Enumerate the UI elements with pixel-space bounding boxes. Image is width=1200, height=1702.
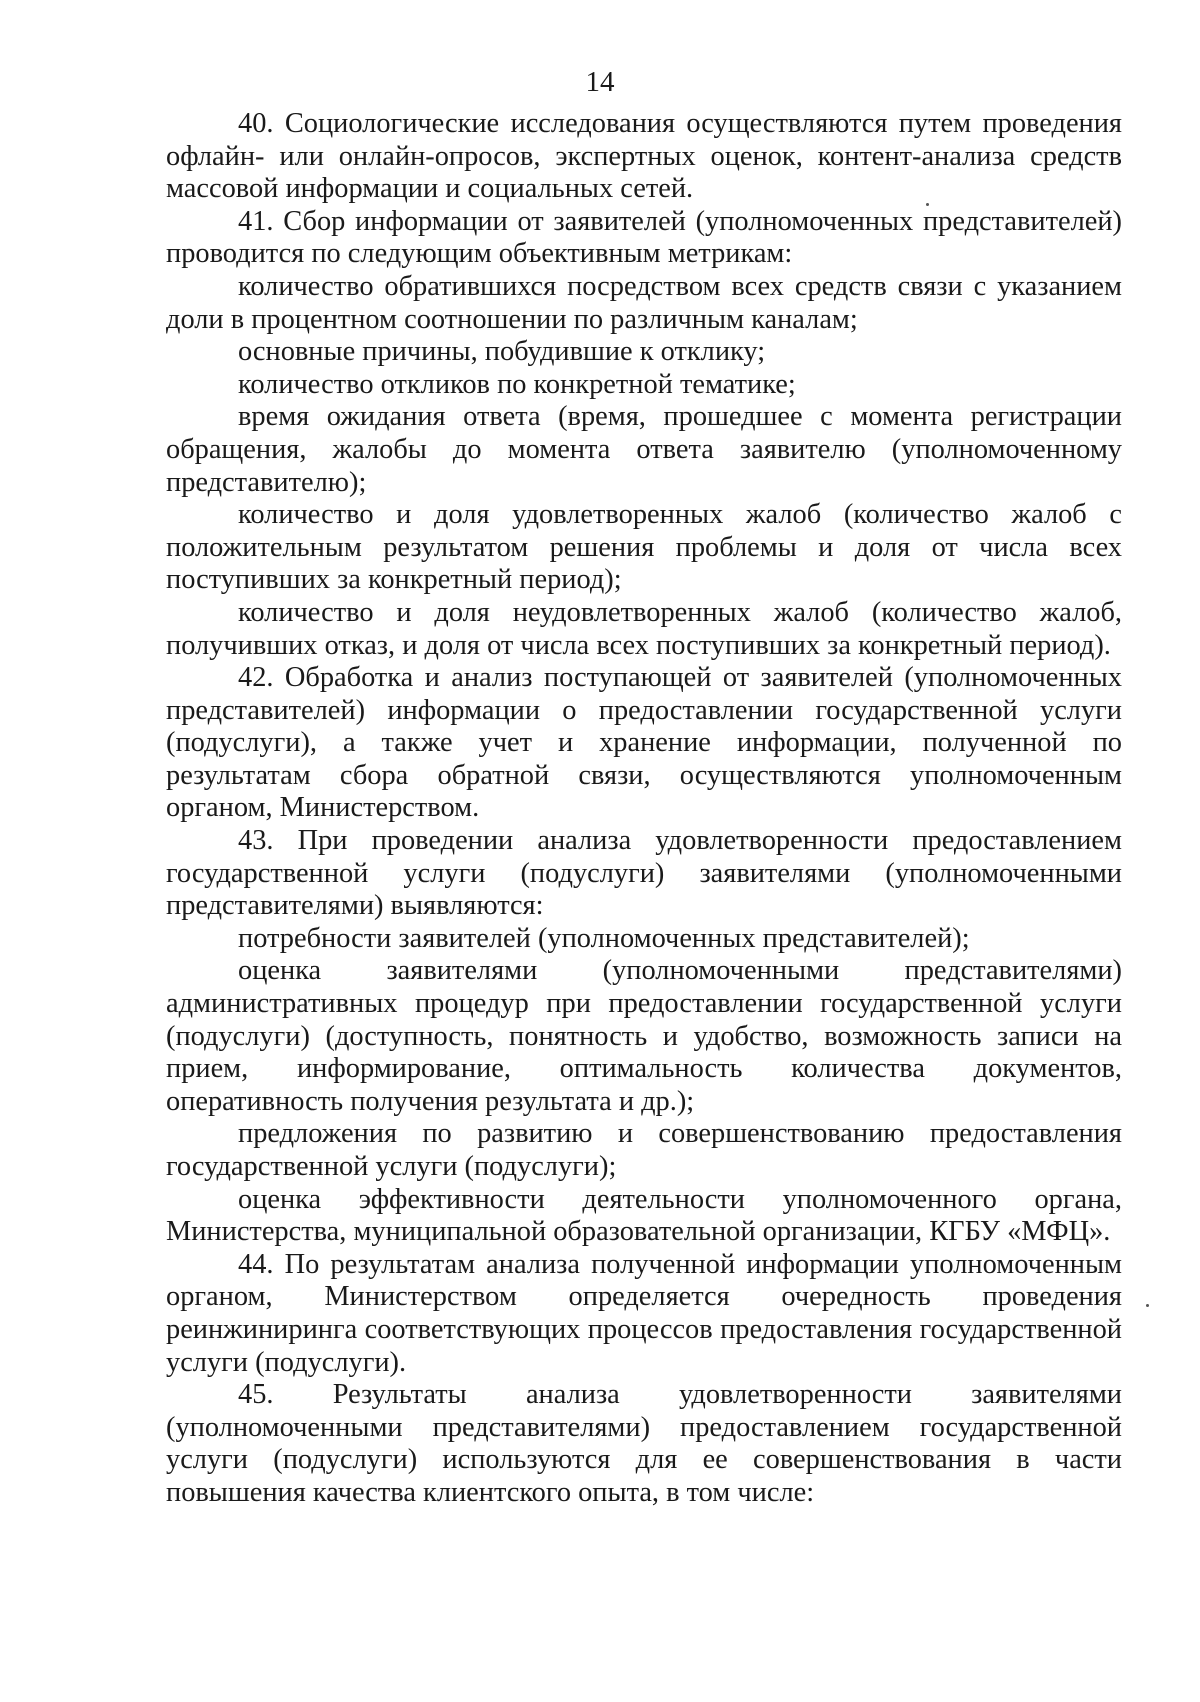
metric-satisfied-complaints: количество и доля удовлетворенных жалоб (количество жалоб с положительным результатом решения проблемы и доля от числа всех поступивших за конкретный период); <box>166 499 1122 596</box>
analysis-efficiency-evaluation: оценка эффективности деятельности уполномоченного органа, Министерства, муниципальной образовательной организации, КГБУ «МФЦ». <box>166 1183 1122 1248</box>
paragraph-44: 44. По результатам анализа полученной информации уполномоченным органом, Министерством определяется очередность проведения реинжиниринга соответствующих процессов предоставления государственной услуги (подуслуги). <box>166 1248 1122 1378</box>
page-number: 14 <box>585 66 615 98</box>
document-body <box>166 108 1122 1510</box>
analysis-proposals: предложения по развитию и совершенствованию предоставления государственной услуги (подуслуги); <box>166 1118 1122 1182</box>
paragraph-43: 43. При проведении анализа удовлетворенности предоставлением государственной услуги (подуслуги) заявителями (уполномоченными представителями) выявляются: <box>166 825 1122 922</box>
metric-main-reasons: основные причины, побудившие к отклику; <box>238 336 766 368</box>
metric-unsatisfied-complaints: количество и доля неудовлетворенных жалоб (количество жалоб, получивших отказ, и доля от числа всех поступивших за конкретный период). <box>166 596 1122 661</box>
analysis-procedure-evaluation: оценка заявителями (уполномоченными представителями) административных процедур при предоставлении государственной услуги (подуслуги) (доступность, понятность и удобство, возможность записи на прием, информирование, оптимальность количества документов, оперативность получения результата и др.); <box>166 955 1122 1117</box>
paragraph-45: 45. Результаты анализа удовлетворенности заявителями (уполномоченными представителями) предоставлением государственной услуги (подуслуги) используются для ее совершенствования в части повышения качества клиентского опыта, в том числе: <box>166 1379 1122 1508</box>
paragraph-42: 42. Обработка и анализ поступающей от заявителей (уполномоченных представителей) информации о предоставлении государственной услуги (подуслуги), а также учет и хранение информации, полученной по результатам сбора обратной связи, осуществляются уполномоченным органом, Министерством. <box>166 662 1122 824</box>
paragraph-40: 40. Социологические исследования осуществляются путем проведения офлайн- или онлайн-опросов, экспертных оценок, контент-анализа средств массовой информации и социальных сетей. <box>166 108 1122 205</box>
metric-contacts-count: количество обратившихся посредством всех средств связи с указанием доли в процентном соотношении по различным каналам; <box>166 270 1122 335</box>
scan-speck <box>1146 1304 1149 1307</box>
scan-speck <box>926 203 929 206</box>
analysis-needs: потребности заявителей (уполномоченных представителей); <box>238 922 970 954</box>
metric-response-time: время ожидания ответа (время, прошедшее с момента регистрации обращения, жалобы до момента ответа заявителю (уполномоченному представителю); <box>166 401 1122 498</box>
paragraph-41: 41. Сбор информации от заявителей (уполномоченных представителей) проводится по следующим объективным метрикам: <box>166 205 1122 270</box>
metric-topic-count: количество откликов по конкретной тематике; <box>238 368 796 400</box>
